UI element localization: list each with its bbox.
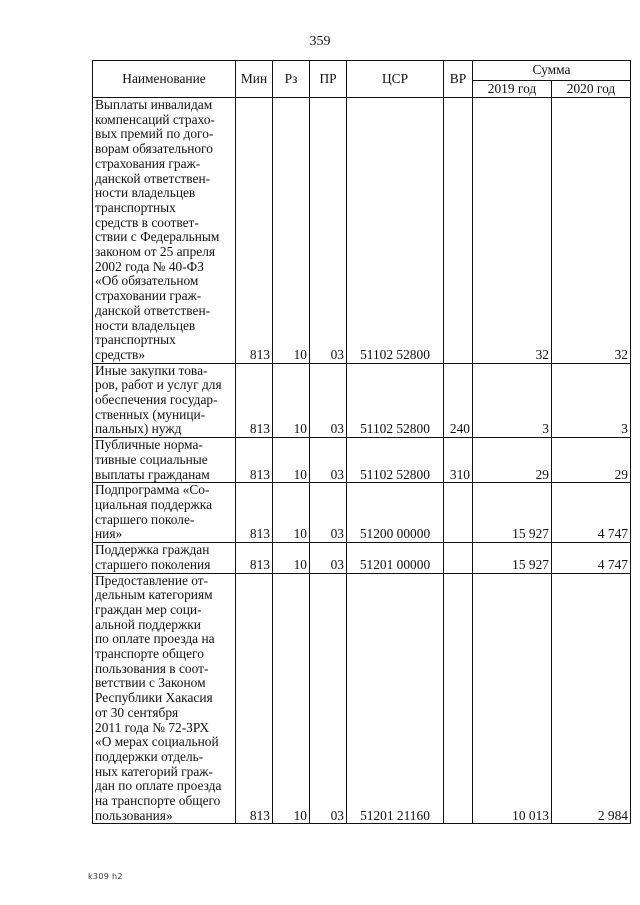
row-sum-2019: 10 013 (473, 573, 552, 824)
row-name-line: 2011 года № 72-ЗРХ (95, 719, 210, 735)
row-name-line: от 30 сентября (95, 704, 179, 720)
row-vr: 310 (444, 438, 473, 483)
row-sum-2019: 15 927 (473, 483, 552, 543)
table-row (93, 438, 631, 483)
row-name-line: транспорте общего (95, 646, 204, 662)
row-name-line: Иные закупки това- (95, 362, 208, 378)
header-sum: Сумма (473, 61, 631, 81)
row-sum-2020: 29 (552, 438, 631, 483)
row-name (93, 573, 236, 824)
row-name-line: пальных) нужд (95, 421, 182, 437)
row-name-line: страхования граж- (95, 155, 201, 171)
row-sum-2019: 3 (473, 363, 552, 438)
row-sum-2020: 3 (552, 363, 631, 438)
footer-mark: k309 h2 (88, 872, 123, 881)
row-name-line: ности владельцев (95, 317, 196, 333)
row-name (93, 363, 236, 438)
row-name-line: ворам обязательного (95, 141, 213, 157)
row-name (93, 483, 236, 543)
row-pr: 03 (310, 573, 347, 824)
table-row (93, 98, 631, 364)
row-csr: 51201 00000 (347, 543, 444, 573)
row-name-line: старшего поколе- (95, 511, 195, 527)
row-name-line: страховании граж- (95, 288, 202, 304)
row-name-line: выплаты гражданам (95, 466, 210, 482)
row-min: 813 (236, 543, 273, 573)
row-vr (444, 483, 473, 543)
row-name-line: Предоставление от- (95, 572, 209, 588)
row-min: 813 (236, 98, 273, 364)
row-vr (444, 98, 473, 364)
row-csr: 51201 21160 (347, 573, 444, 824)
row-name-line: средств в соответ- (95, 214, 199, 230)
row-name-line: тивные социальные (95, 451, 208, 467)
row-name-line: циальная поддержка (95, 496, 213, 512)
header-name: Наименование (93, 61, 236, 98)
row-sum-2019: 15 927 (473, 543, 552, 573)
table-row (93, 573, 631, 824)
row-name-line: ветствии с Законом (95, 675, 206, 691)
row-min: 813 (236, 438, 273, 483)
row-vr (444, 573, 473, 824)
row-name (93, 98, 236, 364)
row-pr: 03 (310, 483, 347, 543)
row-name-line: альной поддержки (95, 616, 201, 632)
row-name-line: ствии с Федеральным (95, 229, 220, 245)
row-name-line: пользования» (95, 807, 173, 823)
header-year-2020: 2020 год (552, 81, 631, 98)
row-name-line: ров, работ и услуг для (95, 377, 222, 393)
row-rz: 10 (273, 543, 310, 573)
row-name-line: компенсаций страхо- (95, 111, 215, 127)
row-name-line: Подпрограмма «Со- (95, 482, 210, 498)
table-row (93, 483, 631, 543)
row-name-line: Публичные норма- (95, 437, 203, 453)
row-sum-2019: 29 (473, 438, 552, 483)
row-name-line: пользования в соот- (95, 660, 209, 676)
row-rz: 10 (273, 98, 310, 364)
row-csr: 51102 52800 (347, 363, 444, 438)
row-rz: 10 (273, 363, 310, 438)
row-name-line: средств» (95, 346, 146, 362)
row-pr: 03 (310, 363, 347, 438)
row-sum-2020: 4 747 (552, 483, 631, 543)
row-name-line: транспортных (95, 199, 176, 215)
row-csr: 51102 52800 (347, 438, 444, 483)
row-name (93, 543, 236, 573)
row-pr: 03 (310, 98, 347, 364)
row-min: 813 (236, 483, 273, 543)
row-name-line: по оплате проезда на (95, 631, 215, 647)
row-name-line: дан по оплате проезда (95, 778, 222, 794)
row-name-line: «О мерах социальной (95, 734, 219, 750)
table-row (93, 543, 631, 573)
row-name-line: ственных (муници- (95, 406, 206, 422)
row-name-line: Поддержка граждан (95, 542, 210, 558)
row-name-line: ности владельцев (95, 185, 196, 201)
table-row (93, 363, 631, 438)
row-name-line: дельным категориям (95, 587, 213, 603)
row-name-line: 2002 года № 40-ФЗ (95, 258, 204, 274)
header-vr: ВР (444, 61, 473, 98)
table-body (93, 98, 631, 824)
row-name-line: данской ответствен- (95, 170, 211, 186)
row-name-line: граждан мер соци- (95, 601, 202, 617)
row-vr (444, 543, 473, 573)
row-name-line: транспортных (95, 332, 176, 348)
row-vr: 240 (444, 363, 473, 438)
row-name-line: обеспечения государ- (95, 392, 218, 408)
header-csr: ЦСР (347, 61, 444, 98)
header-year-2019: 2019 год (473, 81, 552, 98)
row-pr: 03 (310, 438, 347, 483)
page-number: 359 (309, 34, 331, 49)
row-sum-2020: 2 984 (552, 573, 631, 824)
row-sum-2019: 32 (473, 98, 552, 364)
row-rz: 10 (273, 483, 310, 543)
row-rz: 10 (273, 573, 310, 824)
row-csr: 51200 00000 (347, 483, 444, 543)
header-pr: ПР (310, 61, 347, 98)
row-min: 813 (236, 573, 273, 824)
row-name (93, 438, 236, 483)
row-csr: 51102 52800 (347, 98, 444, 364)
row-name-line: старшего поколения (95, 556, 211, 572)
row-name-line: ных категорий граж- (95, 763, 213, 779)
row-sum-2020: 4 747 (552, 543, 631, 573)
row-min: 813 (236, 363, 273, 438)
row-rz: 10 (273, 438, 310, 483)
row-name-line: «Об обязательном (95, 273, 199, 289)
row-name-line: ния» (95, 526, 123, 542)
row-name-line: на транспорте общего (95, 793, 221, 809)
header-rz: Рз (273, 61, 310, 98)
row-sum-2020: 32 (552, 98, 631, 364)
header-min: Мин (236, 61, 273, 98)
row-name-line: Республики Хакасия (95, 690, 213, 706)
row-name-line: данской ответствен- (95, 302, 211, 318)
row-name-line: поддержки отдель- (95, 748, 204, 764)
row-pr: 03 (310, 543, 347, 573)
row-name-line: Выплаты инвалидам (95, 97, 213, 112)
row-name-line: законом от 25 апреля (95, 244, 216, 260)
row-name-line: вых премий по дого- (95, 126, 214, 142)
budget-table (92, 60, 631, 824)
